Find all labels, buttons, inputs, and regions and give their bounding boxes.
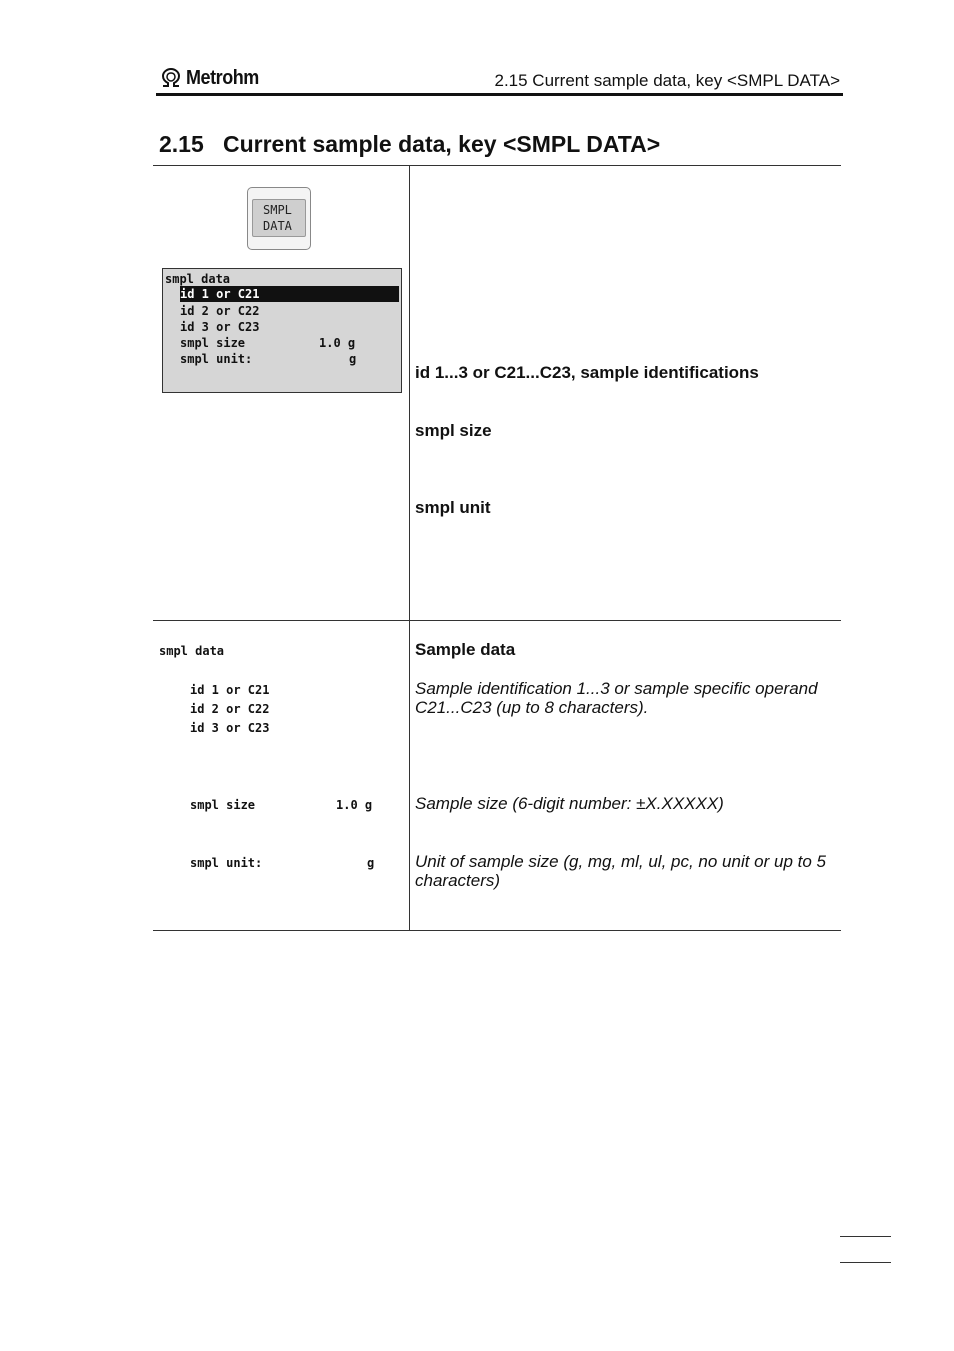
header-rule	[156, 93, 843, 96]
smpl-data-key[interactable]	[247, 187, 311, 250]
param-id-description: Sample identification 1...3 or sample specific operand C21...C23 (up to 8 characters).	[415, 679, 818, 717]
param-group-heading: Sample data	[415, 640, 516, 659]
param-size-value: 1.0 g	[336, 798, 373, 812]
footer-rule-bottom	[840, 1262, 891, 1263]
key-label-line1: SMPL	[263, 203, 292, 217]
lcd-line-id1: id 1 or C21	[180, 286, 399, 302]
param-id3: id 3 or C23	[190, 721, 270, 735]
running-header-title: 2.15 Current sample data, key <SMPL DATA>	[494, 71, 840, 90]
item-smpl-size: smpl size	[415, 421, 492, 440]
lcd-line-id3: id 3 or C23	[180, 320, 260, 334]
lcd-title: smpl data	[165, 272, 231, 286]
param-unit-description: Unit of sample size (g, mg, ml, ul, pc, no unit or up to 5 characters)	[415, 852, 827, 890]
param-id1: id 1 or C21	[190, 683, 270, 697]
brand-name: Metrohm	[186, 66, 259, 89]
lcd-display	[162, 268, 402, 393]
param-unit-value: g	[367, 856, 375, 870]
table-bottom-rule	[153, 930, 841, 931]
lcd-line-unit-label: smpl unit:	[180, 352, 253, 366]
lcd-line-unit-value: g	[349, 352, 357, 366]
param-group-title: smpl data	[159, 644, 225, 658]
table-middle-rule	[153, 620, 841, 621]
lcd-line-size-value: 1.0 g	[319, 336, 356, 350]
lcd-line-size-label: smpl size	[180, 336, 246, 350]
section-number: 2.15	[159, 131, 204, 157]
item-smpl-unit: smpl unit	[415, 498, 491, 517]
brand-logo	[160, 67, 267, 89]
section-title: Current sample data, key <SMPL DATA>	[223, 131, 661, 157]
metrohm-omega-icon	[160, 68, 182, 88]
table-top-rule	[153, 165, 841, 166]
table-column-divider	[409, 165, 410, 931]
footer-rule-top	[840, 1236, 891, 1237]
param-size-label: smpl size	[190, 798, 256, 812]
section-heading	[159, 131, 660, 158]
lcd-line-id2: id 2 or C22	[180, 304, 260, 318]
param-unit-label: smpl unit:	[190, 856, 263, 870]
item-sample-identifications: id 1...3 or C21...C23, sample identifications	[415, 363, 759, 382]
param-size-description: Sample size (6-digit number: ±X.XXXXX)	[415, 794, 724, 813]
smpl-data-key-face	[252, 199, 306, 237]
key-label-line2: DATA	[263, 219, 292, 233]
param-id2: id 2 or C22	[190, 702, 270, 716]
